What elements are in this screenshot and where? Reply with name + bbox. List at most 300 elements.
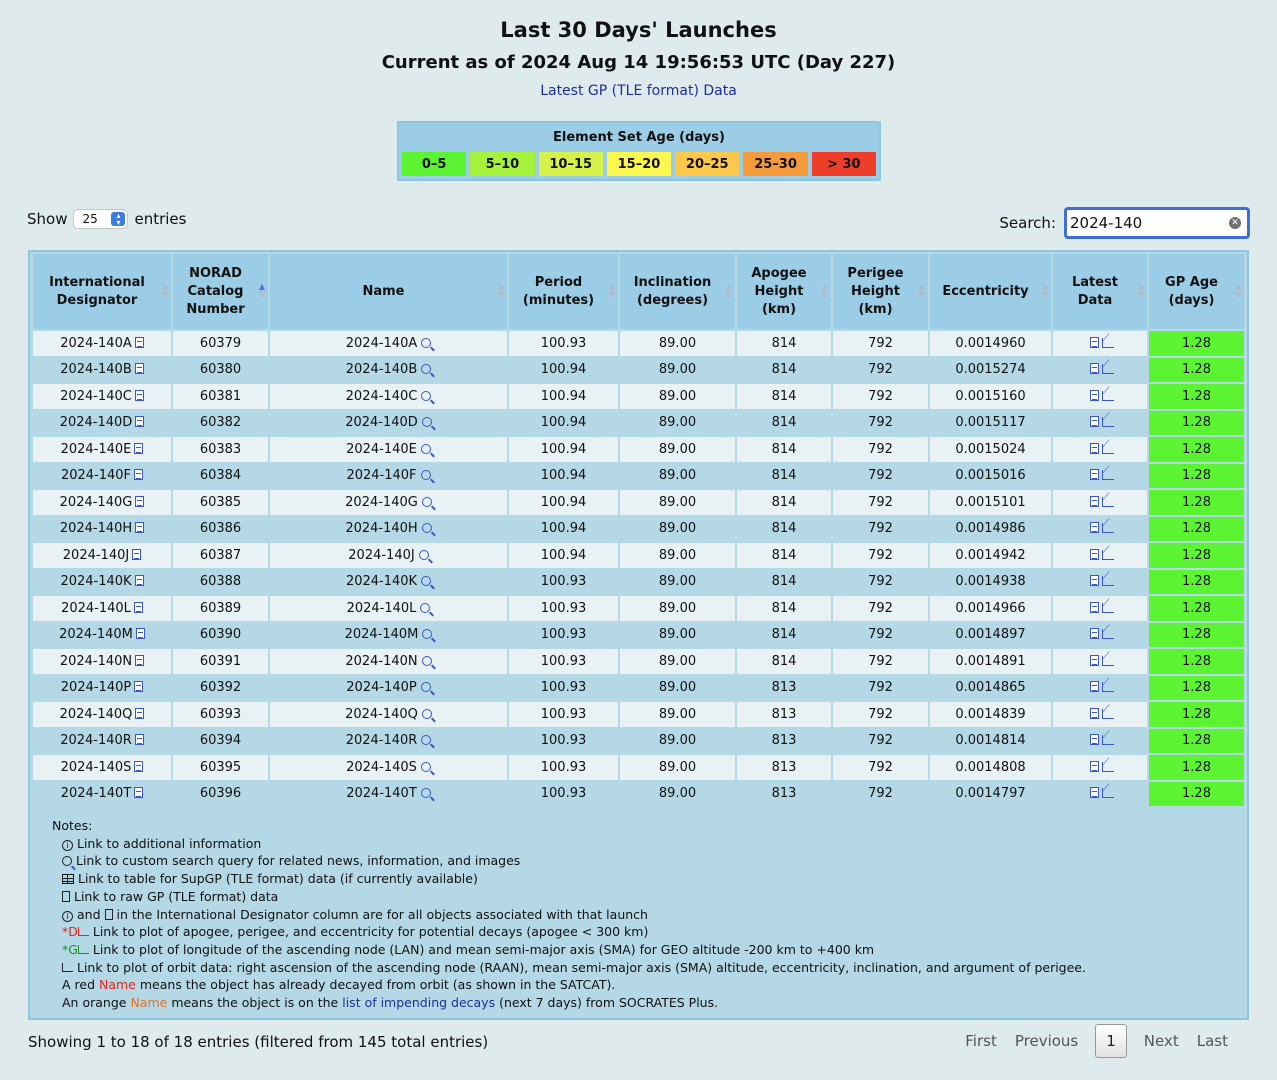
cell-gp-age: 1.28	[1149, 331, 1244, 356]
cell-name	[270, 411, 507, 436]
cell-latest-data	[1053, 623, 1147, 648]
raw-data-icon[interactable]	[134, 469, 143, 480]
document-icon[interactable]	[1090, 575, 1099, 586]
cell-perigee: 792	[833, 384, 928, 409]
document-icon[interactable]	[1090, 708, 1099, 719]
document-icon[interactable]	[1090, 787, 1099, 798]
cell-eccentricity: 0.0014942	[930, 543, 1051, 568]
plot-icon[interactable]	[1102, 497, 1114, 507]
sort-arrows-icon: ▲ ▼	[821, 282, 828, 299]
table-row	[33, 676, 1244, 701]
cell-norad: 60389	[173, 596, 268, 621]
plot-icon[interactable]	[1102, 682, 1114, 692]
cell-gp-age: 1.28	[1149, 649, 1244, 674]
raw-data-icon[interactable]	[135, 496, 144, 507]
raw-data-icon[interactable]	[135, 390, 144, 401]
table-body	[33, 331, 1244, 806]
document-icon[interactable]	[1090, 602, 1099, 613]
cell-gp-age: 1.28	[1149, 358, 1244, 383]
geo-marker: *G	[62, 941, 78, 957]
cell-gp-age: 1.28	[1149, 437, 1244, 462]
search-icon[interactable]	[421, 391, 431, 401]
cell-gp-age: 1.28	[1149, 782, 1244, 807]
name-text: 2024-140A	[345, 335, 418, 351]
cell-eccentricity: 0.0015274	[930, 358, 1051, 383]
name-text: 2024-140R	[345, 733, 418, 749]
column-header[interactable]	[173, 254, 268, 329]
document-icon[interactable]	[1090, 681, 1099, 692]
cell-eccentricity: 0.0015024	[930, 437, 1051, 462]
column-header[interactable]	[833, 254, 928, 329]
cell-eccentricity: 0.0014960	[930, 331, 1051, 356]
cell-norad: 60382	[173, 411, 268, 436]
cell-period: 100.94	[509, 490, 618, 515]
cell-gp-age: 1.28	[1149, 543, 1244, 568]
cell-period: 100.93	[509, 596, 618, 621]
plot-icon[interactable]	[1102, 762, 1114, 772]
designator-text: 2024-140D	[59, 415, 133, 431]
cell-apogee: 814	[737, 358, 831, 383]
search-icon[interactable]	[421, 444, 431, 454]
plot-icon[interactable]	[1102, 656, 1114, 666]
column-header-label: Perigee Height (km)	[847, 265, 904, 317]
column-header-label: International Designator	[49, 274, 145, 308]
name-text: 2024-140E	[346, 441, 417, 457]
cell-designator	[33, 358, 171, 383]
document-icon[interactable]	[1090, 522, 1099, 533]
cell-designator	[33, 437, 171, 462]
cell-latest-data	[1053, 358, 1147, 383]
cell-gp-age: 1.28	[1149, 702, 1244, 727]
document-icon[interactable]	[1090, 337, 1099, 348]
cell-period: 100.93	[509, 782, 618, 807]
cell-perigee: 792	[833, 649, 928, 674]
table-row	[33, 596, 1244, 621]
document-icon[interactable]	[1090, 549, 1099, 560]
cell-apogee: 814	[737, 649, 831, 674]
cell-gp-age: 1.28	[1149, 755, 1244, 780]
next-page-button[interactable]: Next	[1143, 1032, 1179, 1050]
column-header-label: Inclination (degrees)	[633, 274, 712, 308]
entries-select-value: 25	[82, 212, 98, 226]
raw-data-icon[interactable]	[134, 761, 143, 772]
cell-designator	[33, 623, 171, 648]
table-row	[33, 729, 1244, 754]
raw-data-icon[interactable]	[135, 575, 144, 586]
cell-gp-age: 1.28	[1149, 411, 1244, 436]
raw-data-icon[interactable]	[135, 708, 144, 719]
search-icon[interactable]	[422, 417, 432, 427]
raw-data-icon[interactable]	[135, 416, 144, 427]
cell-norad: 60394	[173, 729, 268, 754]
name-text: 2024-140L	[346, 600, 417, 616]
designator-text: 2024-140C	[60, 388, 132, 404]
document-icon[interactable]	[1090, 469, 1099, 480]
designator-text: 2024-140L	[61, 600, 131, 616]
search-icon[interactable]	[421, 470, 431, 480]
name-text: 2024-140D	[345, 415, 418, 431]
cell-inclination: 89.00	[620, 517, 735, 542]
column-header-label: Apogee Height (km)	[751, 265, 807, 317]
legend-cell: 10–15	[538, 151, 604, 177]
raw-data-icon[interactable]	[134, 787, 143, 798]
column-header[interactable]	[1053, 254, 1147, 329]
table-icon	[62, 874, 74, 884]
gp-data-link-wrap	[0, 83, 1277, 99]
cell-period: 100.94	[509, 517, 618, 542]
last-page-button[interactable]: Last	[1196, 1032, 1228, 1050]
cell-designator	[33, 596, 171, 621]
cell-apogee: 813	[737, 729, 831, 754]
legend-cells	[401, 151, 877, 177]
document-icon[interactable]	[1090, 628, 1099, 639]
table-row	[33, 464, 1244, 489]
raw-data-icon[interactable]	[136, 628, 145, 639]
raw-data-icon[interactable]	[135, 337, 144, 348]
cell-name	[270, 543, 507, 568]
search-icon[interactable]	[421, 762, 431, 772]
note-info-text: Link to additional information	[76, 835, 262, 851]
plot-icon[interactable]	[1102, 550, 1114, 560]
cell-inclination: 89.00	[620, 490, 735, 515]
cell-designator	[33, 331, 171, 356]
cell-inclination: 89.00	[620, 543, 735, 568]
note-orbit-text: Link to plot of orbit data: right ascension of the ascending node (RAAN), mean semi-major axis (SMA) altitude, eccentricity, inclination, and argument of perigee.	[76, 959, 1086, 975]
document-icon[interactable]	[1090, 363, 1099, 374]
raw-data-icon[interactable]	[135, 363, 144, 374]
raw-data-icon[interactable]	[135, 522, 144, 533]
legend-cell: > 30	[811, 151, 877, 177]
cell-perigee: 792	[833, 729, 928, 754]
column-header-label: Period (minutes)	[522, 274, 595, 308]
search-icon[interactable]	[421, 338, 431, 348]
plot-icon[interactable]	[1102, 417, 1114, 427]
column-header[interactable]	[509, 254, 618, 329]
cell-eccentricity: 0.0014897	[930, 623, 1051, 648]
cell-period: 100.93	[509, 729, 618, 754]
designator-text: 2024-140A	[60, 335, 132, 351]
search-icon[interactable]	[421, 576, 431, 586]
cell-inclination: 89.00	[620, 596, 735, 621]
column-header[interactable]	[270, 254, 507, 329]
cell-inclination: 89.00	[620, 331, 735, 356]
plot-icon[interactable]	[1102, 788, 1114, 798]
cell-norad: 60381	[173, 384, 268, 409]
document-icon[interactable]	[1090, 496, 1099, 507]
table-row	[33, 570, 1244, 595]
table-row	[33, 384, 1244, 409]
document-icon[interactable]	[1090, 390, 1099, 401]
name-text: 2024-140B	[345, 362, 418, 378]
cell-name	[270, 702, 507, 727]
cell-inclination: 89.00	[620, 702, 735, 727]
page-subtitle: Current as of 2024 Aug 14 19:56:53 UTC (Day 227)	[381, 52, 896, 73]
note-column-text: in the International Designator column are for all objects associated with that launch	[116, 906, 648, 922]
page-title: Last 30 Days' Launches	[500, 18, 777, 42]
column-header-label: NORAD Catalog Number	[186, 265, 245, 317]
designator-text: 2024-140P	[60, 680, 132, 696]
cell-name	[270, 570, 507, 595]
name-text: 2024-140S	[346, 759, 417, 775]
cell-designator	[33, 411, 171, 436]
document-icon[interactable]	[1090, 761, 1099, 772]
info-icon: i	[62, 911, 73, 922]
plot-icon[interactable]	[1102, 603, 1114, 613]
note-orbit	[52, 959, 1086, 977]
document-icon[interactable]	[1090, 443, 1099, 454]
plot-icon[interactable]	[1102, 709, 1114, 719]
cell-designator	[33, 782, 171, 807]
table-row	[33, 437, 1244, 462]
search-icon[interactable]	[422, 629, 432, 639]
table-row	[33, 782, 1244, 807]
name-text: 2024-140T	[346, 786, 417, 802]
column-header[interactable]	[33, 254, 171, 329]
cell-gp-age: 1.28	[1149, 729, 1244, 754]
raw-data-icon[interactable]	[135, 655, 144, 666]
search-icon[interactable]	[422, 497, 432, 507]
entries-select[interactable]	[73, 209, 128, 229]
cell-name	[270, 437, 507, 462]
search-icon[interactable]	[421, 788, 431, 798]
search-icon[interactable]	[419, 550, 429, 560]
cell-apogee: 814	[737, 623, 831, 648]
cell-latest-data	[1053, 517, 1147, 542]
cell-gp-age: 1.28	[1149, 623, 1244, 648]
cell-norad: 60390	[173, 623, 268, 648]
legend-title: Element Set Age (days)	[553, 130, 725, 145]
table-row	[33, 755, 1244, 780]
note-supgp	[52, 870, 1086, 888]
search-icon[interactable]	[422, 709, 432, 719]
note-supgp-text: Link to table for SupGP (TLE format) data (if currently available)	[77, 871, 478, 887]
launch-table-container	[28, 250, 1249, 1020]
cell-period: 100.94	[509, 411, 618, 436]
document-icon	[105, 909, 113, 920]
note-red-suffix: means the object has already decayed from orbit (as shown in the SATCAT).	[139, 977, 616, 993]
cell-period: 100.93	[509, 331, 618, 356]
cell-perigee: 792	[833, 464, 928, 489]
plot-icon[interactable]	[1102, 629, 1114, 639]
cell-designator	[33, 676, 171, 701]
document-icon[interactable]	[1090, 416, 1099, 427]
cell-inclination: 89.00	[620, 782, 735, 807]
cell-latest-data	[1053, 331, 1147, 356]
cell-designator	[33, 702, 171, 727]
table-row	[33, 331, 1244, 356]
cell-eccentricity: 0.0014865	[930, 676, 1051, 701]
name-text: 2024-140J	[348, 547, 415, 563]
clear-search-icon[interactable]: ✕	[1229, 217, 1241, 229]
cell-apogee: 814	[737, 570, 831, 595]
raw-data-icon[interactable]	[135, 734, 144, 745]
plot-icon[interactable]	[1102, 576, 1114, 586]
cell-norad: 60384	[173, 464, 268, 489]
page-1-button[interactable]: 1	[1095, 1024, 1127, 1058]
search-icon[interactable]	[422, 656, 432, 666]
cell-latest-data	[1053, 702, 1147, 727]
cell-apogee: 813	[737, 702, 831, 727]
column-header[interactable]	[930, 254, 1051, 329]
cell-latest-data	[1053, 490, 1147, 515]
name-text: 2024-140H	[345, 521, 418, 537]
cell-perigee: 792	[833, 517, 928, 542]
note-raw-text: Link to raw GP (TLE format) data	[73, 888, 279, 904]
cell-norad: 60388	[173, 570, 268, 595]
cell-name	[270, 596, 507, 621]
cell-latest-data	[1053, 543, 1147, 568]
cell-apogee: 814	[737, 464, 831, 489]
plot-icon[interactable]	[1102, 523, 1114, 533]
show-label: Show	[27, 210, 68, 228]
table-row	[33, 517, 1244, 542]
impending-decays-link[interactable]: list of impending decays	[342, 995, 496, 1011]
cell-norad: 60380	[173, 358, 268, 383]
cell-name	[270, 490, 507, 515]
name-text: 2024-140M	[344, 627, 419, 643]
plot-icon[interactable]	[1102, 470, 1114, 480]
cell-perigee: 792	[833, 490, 928, 515]
column-header[interactable]	[1149, 254, 1244, 329]
cell-perigee: 792	[833, 411, 928, 436]
notes	[52, 817, 1086, 1012]
raw-data-icon[interactable]	[134, 602, 143, 613]
cell-period: 100.93	[509, 570, 618, 595]
decay-marker: *D	[62, 924, 78, 940]
cell-name	[270, 755, 507, 780]
sort-arrows-icon: ▲ ▼	[1137, 282, 1144, 299]
plot-icon[interactable]	[1102, 364, 1114, 374]
name-text: 2024-140G	[345, 494, 418, 510]
table-row	[33, 702, 1244, 727]
select-arrows-icon: ▴ ▾	[111, 212, 125, 226]
cell-latest-data	[1053, 755, 1147, 780]
cell-name	[270, 464, 507, 489]
cell-inclination: 89.00	[620, 570, 735, 595]
cell-perigee: 792	[833, 543, 928, 568]
search-icon[interactable]	[422, 523, 432, 533]
raw-data-icon[interactable]	[134, 443, 143, 454]
note-raw	[52, 888, 1086, 906]
designator-text: 2024-140G	[59, 494, 133, 510]
cell-latest-data	[1053, 782, 1147, 807]
search-icon[interactable]	[421, 682, 431, 692]
sort-arrows-icon: ▲ ▼	[918, 282, 925, 299]
cell-designator	[33, 517, 171, 542]
cell-latest-data	[1053, 464, 1147, 489]
cell-perigee: 792	[833, 570, 928, 595]
cell-period: 100.93	[509, 649, 618, 674]
search-input[interactable]	[1064, 207, 1250, 239]
cell-name	[270, 782, 507, 807]
cell-inclination: 89.00	[620, 411, 735, 436]
table-row	[33, 358, 1244, 383]
cell-period: 100.93	[509, 623, 618, 648]
column-header[interactable]	[620, 254, 735, 329]
entries-length-control	[27, 209, 186, 229]
designator-text: 2024-140B	[60, 362, 132, 378]
plot-icon[interactable]	[1102, 444, 1114, 454]
legend-cell: 0–5	[401, 151, 467, 177]
cell-perigee: 792	[833, 782, 928, 807]
cell-period: 100.93	[509, 755, 618, 780]
cell-period: 100.94	[509, 464, 618, 489]
name-text: 2024-140C	[345, 388, 418, 404]
note-geo-text: Link to plot of longitude of the ascending node (LAN) and mean semi-major axis (SMA) for GEO altitude -200 km to +400 km	[92, 941, 875, 957]
cell-eccentricity: 0.0014839	[930, 702, 1051, 727]
search-icon[interactable]	[420, 603, 430, 613]
sort-arrows-icon: ▲ ▼	[258, 282, 265, 299]
cell-perigee: 792	[833, 702, 928, 727]
note-decay	[52, 923, 1086, 941]
cell-gp-age: 1.28	[1149, 596, 1244, 621]
cell-apogee: 814	[737, 384, 831, 409]
cell-perigee: 792	[833, 358, 928, 383]
first-page-button[interactable]: First	[965, 1032, 997, 1050]
cell-name	[270, 331, 507, 356]
document-icon[interactable]	[1090, 655, 1099, 666]
cell-apogee: 814	[737, 437, 831, 462]
cell-apogee: 814	[737, 517, 831, 542]
cell-eccentricity: 0.0014986	[930, 517, 1051, 542]
designator-text: 2024-140M	[59, 627, 133, 643]
cell-latest-data	[1053, 384, 1147, 409]
decay-plot-icon	[78, 927, 89, 936]
raw-data-icon[interactable]	[132, 549, 141, 560]
cell-perigee: 792	[833, 755, 928, 780]
cell-name	[270, 676, 507, 701]
orbit-plot-icon	[62, 963, 73, 972]
plot-icon[interactable]	[1102, 735, 1114, 745]
note-red-name: Name	[99, 977, 136, 993]
note-orange-mid: means the object is on the	[171, 995, 339, 1011]
document-icon[interactable]	[1090, 734, 1099, 745]
cell-norad: 60395	[173, 755, 268, 780]
note-column	[52, 906, 1086, 924]
note-search	[52, 852, 1086, 870]
name-text: 2024-140F	[346, 468, 417, 484]
designator-text: 2024-140T	[60, 786, 132, 802]
search-icon[interactable]	[421, 364, 431, 374]
raw-data-icon[interactable]	[134, 681, 143, 692]
note-info	[52, 835, 1086, 853]
column-header[interactable]	[737, 254, 831, 329]
plot-icon[interactable]	[1102, 391, 1114, 401]
search-icon[interactable]	[421, 735, 431, 745]
cell-eccentricity: 0.0015160	[930, 384, 1051, 409]
cell-eccentricity: 0.0014938	[930, 570, 1051, 595]
cell-period: 100.94	[509, 358, 618, 383]
previous-page-button[interactable]: Previous	[1014, 1032, 1079, 1050]
sort-arrows-icon: ▲ ▼	[497, 282, 504, 299]
plot-icon[interactable]	[1102, 338, 1114, 348]
sort-arrows-icon: ▲ ▼	[161, 282, 168, 299]
cell-period: 100.93	[509, 676, 618, 701]
launch-table	[31, 252, 1246, 808]
cell-norad: 60385	[173, 490, 268, 515]
designator-text: 2024-140N	[59, 653, 133, 669]
cell-gp-age: 1.28	[1149, 384, 1244, 409]
cell-perigee: 792	[833, 437, 928, 462]
cell-norad: 60386	[173, 517, 268, 542]
cell-apogee: 814	[737, 490, 831, 515]
gp-data-link[interactable]: Latest GP (TLE format) Data	[540, 83, 737, 99]
name-text: 2024-140N	[345, 653, 418, 669]
cell-name	[270, 649, 507, 674]
search-input-value: 2024-140	[1070, 214, 1143, 232]
column-header-label: GP Age (days)	[1165, 274, 1218, 308]
designator-text: 2024-140R	[60, 733, 132, 749]
